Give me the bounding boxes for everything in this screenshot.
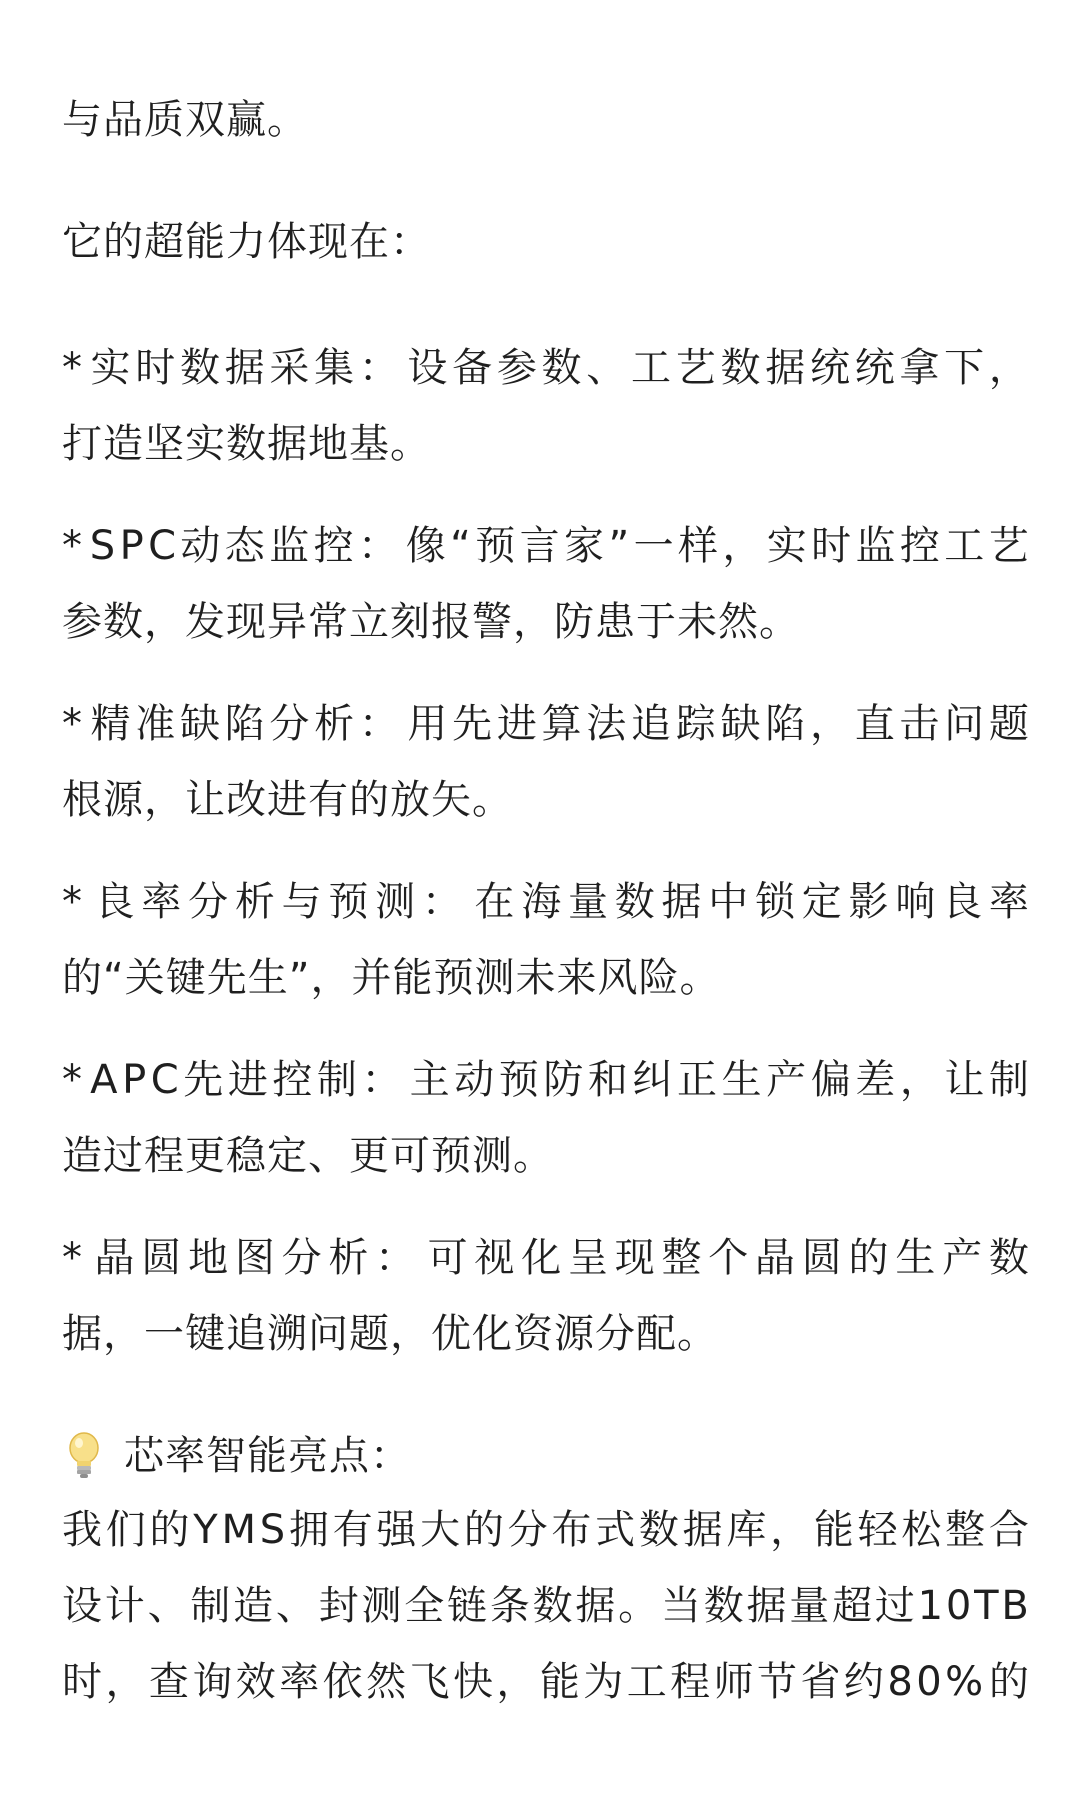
bullet-defect-line2: 根源，让改进有的放矢。 bbox=[62, 777, 513, 823]
paragraph-line2: 设 计 、 制 造 、 封 测 全 链 条 数 据 。 当 数 据 量 超 过 1 0 T B bbox=[62, 1583, 1030, 1629]
bullet-realtime-data-line2: 打造坚实数据地基。 bbox=[62, 421, 431, 467]
bullet-realtime-data-line1: * 实 时 数 据 采 集 ： 设 备 参 数 、 工 艺 数 据 统 统 拿 下 ， bbox=[62, 345, 1030, 391]
highlight-heading-text: 芯率智能亮点： bbox=[124, 1433, 411, 1479]
lightbulb-icon bbox=[62, 1430, 106, 1482]
text-line: 与品质双赢。 bbox=[62, 97, 308, 143]
section-intro: 它的超能力体现在： bbox=[62, 219, 431, 265]
bullet-yield-line2: 的“关键先生”，并能预测未来风险。 bbox=[62, 955, 721, 1001]
bullet-wafermap-line1: * 晶 圆 地 图 分 析 ： 可 视 化 呈 现 整 个 晶 圆 的 生 产 数 bbox=[62, 1235, 1030, 1281]
bullet-spc-line2: 参数，发现异常立刻报警，防患于未然。 bbox=[62, 599, 800, 645]
bullet-apc-line1: * A P C 先 进 控 制 ： 主 动 预 防 和 纠 正 生 产 偏 差 ， 让 制 bbox=[62, 1057, 1030, 1103]
paragraph-line3: 时 ， 查 询 效 率 依 然 飞 快 ， 能 为 工 程 师 节 省 约 8 0 % 的 bbox=[62, 1659, 1030, 1705]
bullet-defect-line1: * 精 准 缺 陷 分 析 ： 用 先 进 算 法 追 踪 缺 陷 ， 直 击 问 题 bbox=[62, 701, 1030, 747]
bullet-yield-line1: * 良 率 分 析 与 预 测 ： 在 海 量 数 据 中 锁 定 影 响 良 率 bbox=[62, 879, 1030, 925]
bullet-apc-line2: 造过程更稳定、更可预测。 bbox=[62, 1133, 554, 1179]
highlight-heading bbox=[62, 1430, 411, 1482]
bullet-wafermap-line2: 据，一键追溯问题，优化资源分配。 bbox=[62, 1311, 718, 1357]
bullet-spc-line1: * S P C 动 态 监 控 ： 像 “ 预 言 家 ” 一 样 ， 实 时 监 控 工 艺 bbox=[62, 523, 1030, 569]
paragraph-line1: 我 们 的 Y M S 拥 有 强 大 的 分 布 式 数 据 库 ， 能 轻 松 整 合 bbox=[62, 1507, 1030, 1553]
